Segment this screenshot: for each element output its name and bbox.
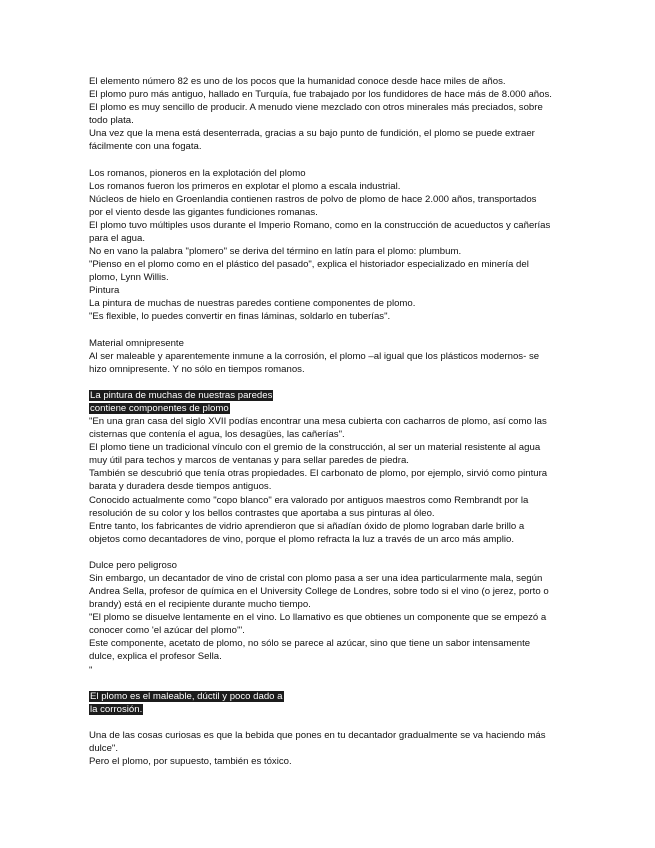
line-text: plomo, Lynn Willis.	[89, 272, 169, 284]
text-line	[89, 75, 569, 88]
text-line	[89, 193, 569, 206]
text-line	[89, 755, 569, 768]
text-line	[89, 297, 569, 310]
blank-line	[89, 376, 569, 389]
line-text: "	[89, 664, 93, 676]
line-text: "Pienso en el plomo como en el plástico del pasado", explica el historiador especializado en minería del	[89, 259, 529, 271]
line-text: barata y duradera desde tiempos antiguos.	[89, 481, 272, 493]
text-line	[89, 494, 569, 507]
text-line	[89, 127, 569, 140]
text-line	[89, 520, 569, 533]
line-text: El plomo tuvo múltiples usos durante el Imperio Romano, como en la construcción de acueductos y cañerías	[89, 219, 551, 231]
line-text: para el agua.	[89, 232, 146, 244]
highlighted-text: contiene componentes de plomo	[90, 402, 229, 414]
text-line	[89, 624, 569, 637]
line-text: Material omnipresente	[89, 337, 184, 349]
line-text: Entre tanto, los fabricantes de vidrio aprendieron que si añadían óxido de plomo lograban darle brillo a	[89, 520, 525, 532]
line-text: Los romanos fueron los primeros en explotar el plomo a escala industrial.	[89, 180, 401, 192]
text-line	[89, 454, 569, 467]
text-line	[89, 180, 569, 193]
line-text: Una de las cosas curiosas es que la bebida que pones en tu decantador gradualmente se va haciendo más	[89, 729, 546, 741]
line-text: Dulce pero peligroso	[89, 559, 177, 571]
text-line	[89, 415, 569, 428]
line-text: brandy) está en el recipiente durante mucho tiempo.	[89, 599, 311, 611]
text-line	[89, 467, 569, 480]
line-text: Conocido actualmente como "copo blanco" era valorado por antiguos maestros como Rembrandt por la	[89, 494, 529, 506]
line-text: Pero el plomo, por supuesto, también es tóxico.	[89, 756, 292, 768]
line-text: Los romanos, pioneros en la explotación del plomo	[89, 167, 306, 179]
line-text: dulce, explica el profesor Sella.	[89, 651, 222, 663]
text-line	[89, 219, 569, 232]
line-text: todo plata.	[89, 115, 134, 127]
text-line	[89, 258, 569, 271]
pull-quote-line	[89, 389, 569, 402]
text-line	[89, 337, 569, 350]
text-line	[89, 664, 569, 677]
text-line	[89, 88, 569, 101]
line-text: "Es flexible, lo puedes convertir en finas láminas, soldarlo en tuberías".	[89, 311, 391, 323]
text-line	[89, 167, 569, 180]
text-line	[89, 572, 569, 585]
text-line	[89, 742, 569, 755]
line-text: El elemento número 82 es uno de los pocos que la humanidad conoce desde hace miles de años.	[89, 76, 506, 87]
line-text: La pintura de muchas de nuestras paredes contiene componentes de plomo.	[89, 298, 416, 310]
text-line	[89, 114, 569, 127]
line-text: conocer como 'el azúcar del plomo'".	[89, 625, 245, 637]
text-line	[89, 650, 569, 663]
line-text: "En una gran casa del siglo XVII podías encontrar una mesa cubierta con cacharros de plomo, así como las	[89, 416, 547, 428]
text-line	[89, 598, 569, 611]
text-line	[89, 101, 569, 114]
text-line	[89, 232, 569, 245]
blank-line	[89, 323, 569, 336]
text-line	[89, 271, 569, 284]
line-text: objetos como decantadores de vino, porque el plomo refracta la luz a través de un arco más amplio.	[89, 533, 515, 545]
text-line	[89, 284, 569, 297]
pull-quote-line	[89, 703, 569, 716]
highlighted-text: El plomo es el maleable, dúctil y poco dado a	[90, 690, 283, 702]
line-text: Núcleos de hielo en Groenlandia contienen rastros de polvo de plomo de hace 2.000 años, transportados	[89, 193, 537, 205]
line-text: muy útil para techos y marcos de ventanas y para sellar paredes de piedra.	[89, 455, 409, 467]
highlighted-text: La pintura de muchas de nuestras paredes	[90, 389, 273, 401]
line-text: No en vano la palabra "plomero" se deriva del término en latín para el plomo: plumbum.	[89, 246, 462, 258]
line-text: "El plomo se disuelve lentamente en el vino. Lo llamativo es que obtienes un componente que se empezó a	[89, 612, 547, 624]
text-line	[89, 206, 569, 219]
text-line	[89, 363, 569, 376]
text-line	[89, 729, 569, 742]
text-line	[89, 428, 569, 441]
line-text: Una vez que la mena está desenterrada, gracias a su bajo punto de fundición, el plomo se puede extraer	[89, 128, 535, 140]
line-text: Este componente, acetato de plomo, no sólo se parece al azúcar, sino que tiene un sabor intensamente	[89, 638, 531, 650]
text-line	[89, 245, 569, 258]
blank-line	[89, 153, 569, 166]
line-text: Sin embargo, un decantador de vino de cristal con plomo pasa a ser una idea particularmente mala, según	[89, 572, 543, 584]
line-text: Pintura	[89, 285, 120, 297]
text-line	[89, 441, 569, 454]
pull-quote-line	[89, 402, 569, 415]
text-line	[89, 637, 569, 650]
text-line	[89, 585, 569, 598]
blank-line	[89, 677, 569, 690]
blank-line	[89, 546, 569, 559]
text-line	[89, 310, 569, 323]
pull-quote-line	[89, 690, 569, 703]
line-text: El plomo es muy sencillo de producir. A menudo viene mezclado con otros minerales más preciados, sobre	[89, 102, 543, 114]
text-line	[89, 611, 569, 624]
highlighted-text: la corrosión.	[90, 703, 143, 715]
text-line	[89, 559, 569, 572]
line-text: El plomo tiene un tradicional vínculo con el gremio de la construcción, al ser un material resistente al agua	[89, 442, 541, 454]
text-line	[89, 507, 569, 520]
line-text: por el viento desde las gigantes fundiciones romanas.	[89, 206, 318, 218]
line-text: Andrea Sella, profesor de química en el University College de Londres, sobre todo si el vino (o jerez, porto o	[89, 586, 549, 598]
line-text: El plomo puro más antiguo, hallado en Turquía, fue trabajado por los fundidores de hace más de 8.000 años.	[89, 89, 552, 101]
line-text: dulce".	[89, 742, 119, 754]
line-text: fácilmente con una fogata.	[89, 141, 202, 153]
line-text: cisternas que contenía el agua, los desagües, las cañerías".	[89, 429, 345, 441]
text-line	[89, 533, 569, 546]
line-text: También se descubrió que tenía otras propiedades. El carbonato de plomo, por ejemplo, sirvió como pintura	[89, 468, 548, 480]
text-line	[89, 140, 569, 153]
line-text: hizo omnipresente. Y no sólo en tiempos romanos.	[89, 363, 305, 375]
document-body	[89, 75, 569, 768]
text-line	[89, 480, 569, 493]
line-text: resolución de su color y los bellos contrastes que aportaba a sus pinturas al óleo.	[89, 507, 435, 519]
text-line	[89, 350, 569, 363]
blank-line	[89, 716, 569, 729]
line-text: Al ser maleable y aparentemente inmune a la corrosión, el plomo –al igual que los plásticos modernos- se	[89, 350, 540, 362]
